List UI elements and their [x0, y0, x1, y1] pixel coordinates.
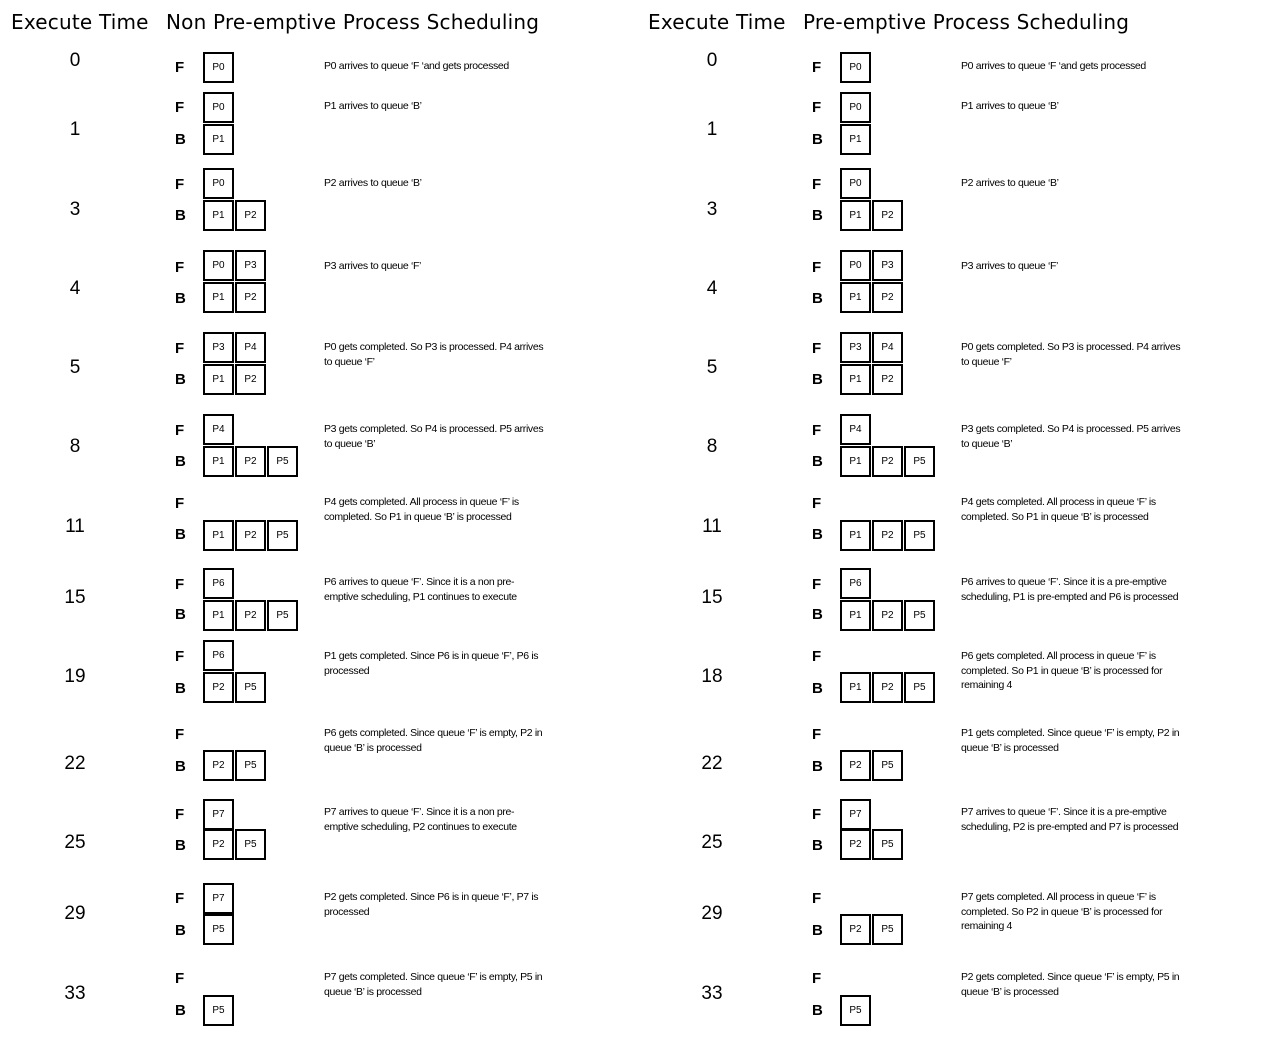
event-note: P1 gets completed. Since P6 is in queue ‘F’, P6 is processed [324, 650, 539, 677]
queue-label-f: F [175, 890, 185, 907]
process-box: P1 [840, 282, 871, 313]
execute-time-value: 8 [706, 436, 718, 457]
queue-b-cells [203, 600, 299, 631]
queue-label-b: B [812, 922, 823, 939]
execute-time-value: 25 [701, 832, 723, 853]
panel-title: Non Pre-emptive Process Scheduling [166, 10, 540, 34]
process-box: P4 [840, 414, 871, 445]
execute-time-value: 4 [706, 278, 718, 299]
process-box: P5 [203, 995, 234, 1026]
queue-b-cells [840, 829, 904, 860]
queue-label-f: F [175, 59, 185, 76]
process-box: P1 [840, 200, 871, 231]
process-box: P2 [235, 600, 266, 631]
process-box: P1 [203, 600, 234, 631]
queue-f-cells [840, 250, 904, 281]
event-note: P4 gets completed. All process in queue ‘F’ is completed. So P1 in queue ‘B’ is processed [961, 496, 1156, 523]
process-box: P2 [872, 672, 903, 703]
process-box: P2 [203, 750, 234, 781]
process-box: P5 [235, 829, 266, 860]
process-box: P6 [840, 568, 871, 599]
process-box: P4 [872, 332, 903, 363]
queue-f-cells [203, 640, 235, 671]
execute-time-value: 29 [701, 903, 723, 924]
queue-label-f: F [812, 970, 822, 987]
process-box: P5 [904, 520, 935, 551]
queue-f-cells [840, 92, 872, 123]
queue-label-f: F [812, 176, 822, 193]
process-box: P2 [235, 200, 266, 231]
panel-title: Pre-emptive Process Scheduling [803, 10, 1130, 34]
event-note: P3 arrives to queue ‘F’ [961, 260, 1059, 272]
queue-b-cells [840, 364, 904, 395]
process-box: P2 [872, 446, 903, 477]
execute-time-header: Execute Time [648, 10, 786, 34]
event-note: P1 arrives to queue ‘B’ [961, 100, 1059, 112]
queue-b-cells [203, 446, 299, 477]
process-box: P0 [840, 92, 871, 123]
queue-label-b: B [175, 371, 186, 388]
event-note: P1 gets completed. Since queue ‘F’ is empty, P2 in queue ‘B’ is processed [961, 727, 1180, 754]
event-note: P2 gets completed. Since queue ‘F’ is empty, P5 in queue ‘B’ is processed [961, 971, 1180, 998]
queue-b-cells [203, 520, 299, 551]
queue-label-b: B [175, 131, 186, 148]
process-box: P5 [267, 520, 298, 551]
event-note: P6 arrives to queue ‘F’. Since it is a pre-emptive scheduling, P1 is pre-empted and P6 is processed [961, 576, 1179, 603]
queue-b-cells [203, 124, 235, 155]
queue-label-f: F [812, 495, 822, 512]
queue-label-b: B [175, 207, 186, 224]
queue-label-f: F [175, 340, 185, 357]
queue-b-cells [840, 200, 904, 231]
process-box: P5 [235, 672, 266, 703]
process-box: P6 [203, 568, 234, 599]
queue-f-cells [203, 799, 235, 830]
event-note: P0 gets completed. So P3 is processed. P4 arrives to queue ‘F’ [324, 341, 544, 368]
queue-b-cells [203, 282, 267, 313]
queue-b-cells [840, 124, 872, 155]
queue-b-cells [840, 446, 936, 477]
queue-b-cells [840, 520, 936, 551]
execute-time-value: 18 [701, 666, 723, 687]
event-note: P7 arrives to queue ‘F’. Since it is a non pre-emptive scheduling, P2 continues to execute [324, 806, 517, 833]
execute-time-value: 15 [701, 587, 723, 608]
process-box: P4 [203, 414, 234, 445]
queue-f-cells [203, 250, 267, 281]
event-note: P3 gets completed. So P4 is processed. P5 arrives to queue ‘B’ [961, 423, 1181, 450]
queue-label-f: F [175, 806, 185, 823]
queue-b-cells [203, 200, 267, 231]
queue-label-b: B [812, 606, 823, 623]
event-note: P3 arrives to queue ‘F’ [324, 260, 422, 272]
queue-f-cells [840, 568, 872, 599]
process-box: P1 [840, 446, 871, 477]
event-note: P6 gets completed. All process in queue ‘F’ is completed. So P1 in queue ‘B’ is processed for remaining 4 [961, 650, 1163, 691]
event-note: P3 gets completed. So P4 is processed. P5 arrives to queue ‘B’ [324, 423, 544, 450]
queue-f-cells [840, 414, 872, 445]
process-box: P7 [203, 883, 234, 914]
queue-label-f: F [175, 176, 185, 193]
queue-label-f: F [812, 576, 822, 593]
process-box: P0 [840, 168, 871, 199]
queue-label-f: F [812, 99, 822, 116]
process-box: P1 [203, 520, 234, 551]
queue-f-cells [203, 168, 235, 199]
event-note: P2 arrives to queue ‘B’ [961, 177, 1059, 189]
queue-f-cells [840, 799, 872, 830]
queue-f-cells [840, 52, 872, 83]
execute-time-value: 22 [701, 753, 723, 774]
queue-label-f: F [812, 422, 822, 439]
process-box: P3 [203, 332, 234, 363]
process-box: P0 [840, 250, 871, 281]
queue-label-f: F [812, 806, 822, 823]
queue-b-cells [203, 995, 235, 1026]
queue-b-cells [840, 750, 904, 781]
queue-label-b: B [812, 1002, 823, 1019]
execute-time-value: 1 [706, 119, 718, 140]
execute-time-value: 11 [702, 516, 722, 537]
queue-label-b: B [175, 290, 186, 307]
queue-label-b: B [812, 207, 823, 224]
queue-label-b: B [175, 922, 186, 939]
process-box: P5 [904, 600, 935, 631]
queue-label-b: B [812, 453, 823, 470]
process-box: P3 [235, 250, 266, 281]
process-box: P2 [235, 282, 266, 313]
queue-label-f: F [812, 648, 822, 665]
execute-time-value: 33 [64, 983, 86, 1004]
queue-label-b: B [175, 837, 186, 854]
queue-f-cells [203, 568, 235, 599]
event-note: P0 gets completed. So P3 is processed. P4 arrives to queue ‘F’ [961, 341, 1181, 368]
process-box: P5 [904, 672, 935, 703]
event-note: P0 arrives to queue ‘F ‘and gets processed [961, 60, 1146, 72]
queue-label-b: B [175, 453, 186, 470]
event-note: P6 arrives to queue ‘F’. Since it is a non pre-emptive scheduling, P1 continues to execute [324, 576, 517, 603]
execute-time-value: 29 [64, 903, 86, 924]
process-box: P1 [840, 600, 871, 631]
queue-label-f: F [812, 726, 822, 743]
process-box: P1 [203, 200, 234, 231]
queue-label-b: B [175, 606, 186, 623]
queue-f-cells [203, 92, 235, 123]
queue-label-b: B [175, 680, 186, 697]
execute-time-value: 22 [64, 753, 86, 774]
process-box: P2 [872, 520, 903, 551]
process-box: P5 [840, 995, 871, 1026]
queue-label-b: B [812, 837, 823, 854]
event-note: P4 gets completed. All process in queue ‘F’ is completed. So P1 in queue ‘B’ is processed [324, 496, 519, 523]
queue-f-cells [203, 332, 267, 363]
process-box: P1 [203, 446, 234, 477]
queue-label-f: F [175, 495, 185, 512]
queue-label-b: B [175, 526, 186, 543]
queue-label-f: F [812, 59, 822, 76]
process-box: P1 [840, 124, 871, 155]
execute-time-value: 8 [69, 436, 81, 457]
queue-label-f: F [175, 648, 185, 665]
event-note: P7 gets completed. Since queue ‘F’ is empty, P5 in queue ‘B’ is processed [324, 971, 543, 998]
process-box: P3 [872, 250, 903, 281]
queue-f-cells [203, 883, 235, 914]
process-box: P2 [235, 364, 266, 395]
process-box: P1 [840, 672, 871, 703]
queue-b-cells [203, 829, 267, 860]
queue-label-f: F [175, 970, 185, 987]
execute-time-value: 19 [64, 666, 86, 687]
execute-time-value: 5 [706, 357, 718, 378]
process-box: P5 [203, 914, 234, 945]
process-box: P2 [872, 282, 903, 313]
queue-label-b: B [812, 371, 823, 388]
process-box: P2 [840, 750, 871, 781]
process-box: P2 [840, 829, 871, 860]
process-box: P5 [872, 750, 903, 781]
queue-label-b: B [175, 1002, 186, 1019]
execute-time-value: 5 [69, 357, 81, 378]
process-box: P1 [840, 520, 871, 551]
execute-time-value: 25 [64, 832, 86, 853]
queue-b-cells [840, 914, 904, 945]
queue-label-f: F [812, 890, 822, 907]
queue-b-cells [203, 914, 235, 945]
queue-label-b: B [812, 290, 823, 307]
event-note: P7 gets completed. All process in queue ‘F’ is completed. So P2 in queue ‘B’ is processed for remaining 4 [961, 891, 1163, 932]
queue-f-cells [203, 52, 235, 83]
queue-label-f: F [175, 99, 185, 116]
queue-label-b: B [812, 131, 823, 148]
process-box: P5 [267, 446, 298, 477]
event-note: P2 arrives to queue ‘B’ [324, 177, 422, 189]
event-note: P1 arrives to queue ‘B’ [324, 100, 422, 112]
queue-f-cells [840, 332, 904, 363]
queue-b-cells [840, 600, 936, 631]
queue-f-cells [840, 168, 872, 199]
execute-time-value: 1 [69, 119, 81, 140]
queue-f-cells [203, 414, 235, 445]
execute-time-value: 3 [69, 199, 81, 220]
execute-time-value: 15 [64, 587, 86, 608]
process-box: P2 [840, 914, 871, 945]
queue-label-b: B [812, 758, 823, 775]
process-box: P4 [235, 332, 266, 363]
queue-label-b: B [812, 526, 823, 543]
process-box: P0 [840, 52, 871, 83]
queue-b-cells [840, 995, 872, 1026]
execute-time-value: 3 [706, 199, 718, 220]
process-box: P7 [203, 799, 234, 830]
process-box: P0 [203, 168, 234, 199]
queue-label-f: F [175, 726, 185, 743]
queue-label-f: F [812, 259, 822, 276]
process-box: P5 [267, 600, 298, 631]
execute-time-value: 33 [701, 983, 723, 1004]
execute-time-value: 11 [65, 516, 85, 537]
queue-label-f: F [175, 259, 185, 276]
execute-time-header: Execute Time [11, 10, 149, 34]
process-box: P2 [235, 446, 266, 477]
process-box: P2 [872, 200, 903, 231]
queue-label-b: B [812, 680, 823, 697]
process-box: P0 [203, 92, 234, 123]
panel-preemptive [637, 0, 1277, 1064]
process-box: P0 [203, 250, 234, 281]
process-box: P5 [904, 446, 935, 477]
process-box: P2 [203, 829, 234, 860]
event-note: P7 arrives to queue ‘F’. Since it is a pre-emptive scheduling, P2 is pre-empted and P7 is processed [961, 806, 1179, 833]
queue-b-cells [840, 672, 936, 703]
execute-time-value: 0 [706, 50, 718, 71]
queue-label-f: F [175, 576, 185, 593]
process-box: P2 [872, 364, 903, 395]
process-box: P2 [872, 600, 903, 631]
process-box: P1 [840, 364, 871, 395]
event-note: P2 gets completed. Since P6 is in queue ‘F’, P7 is processed [324, 891, 539, 918]
process-box: P1 [203, 364, 234, 395]
queue-label-b: B [175, 758, 186, 775]
queue-label-f: F [812, 340, 822, 357]
queue-b-cells [840, 282, 904, 313]
queue-label-f: F [175, 422, 185, 439]
queue-b-cells [203, 750, 267, 781]
event-note: P0 arrives to queue ‘F ‘and gets processed [324, 60, 509, 72]
execute-time-value: 0 [69, 50, 81, 71]
process-box: P6 [203, 640, 234, 671]
process-box: P3 [840, 332, 871, 363]
process-box: P5 [872, 914, 903, 945]
queue-b-cells [203, 672, 267, 703]
process-box: P1 [203, 282, 234, 313]
process-box: P0 [203, 52, 234, 83]
queue-b-cells [203, 364, 267, 395]
process-box: P1 [203, 124, 234, 155]
event-note: P6 gets completed. Since queue ‘F’ is empty, P2 in queue ‘B’ is processed [324, 727, 543, 754]
execute-time-value: 4 [69, 278, 81, 299]
process-box: P5 [235, 750, 266, 781]
process-box: P2 [203, 672, 234, 703]
process-box: P5 [872, 829, 903, 860]
process-box: P7 [840, 799, 871, 830]
process-box: P2 [235, 520, 266, 551]
